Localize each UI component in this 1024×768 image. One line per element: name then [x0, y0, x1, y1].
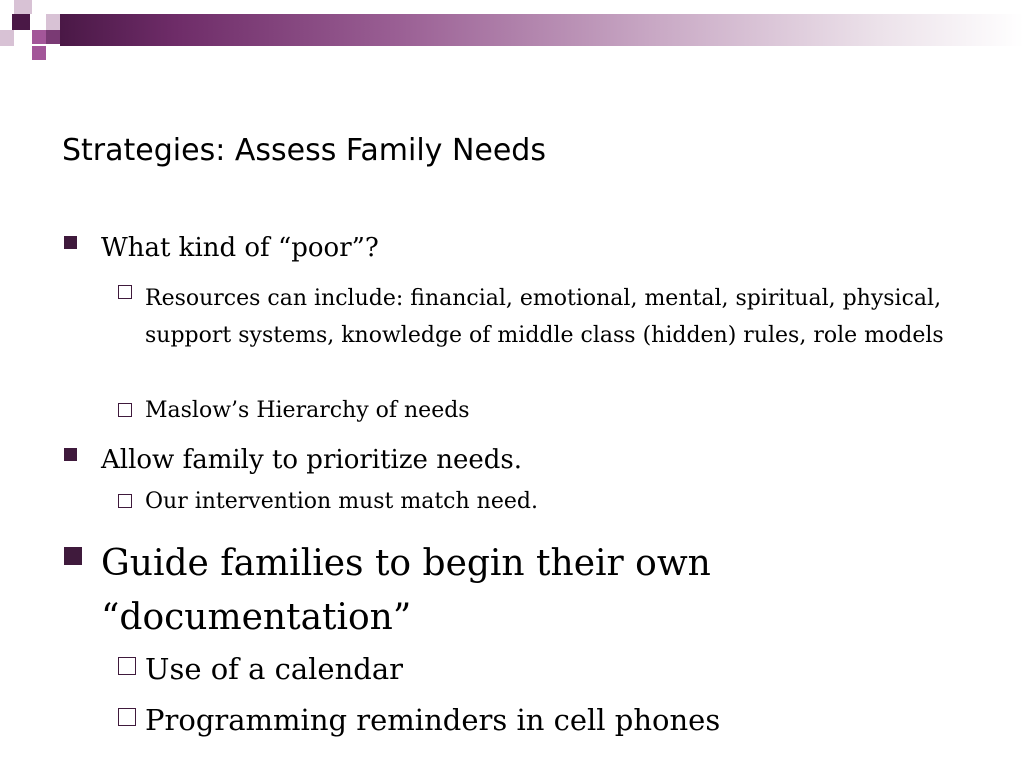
bullet-item-5: Our intervention must match need. — [145, 489, 538, 514]
bullet-item-8: Programming reminders in cell phones — [145, 703, 721, 737]
bullet-item-7: Use of a calendar — [145, 652, 403, 686]
bullet-item-6: Guide families to begin their own “documentation” — [101, 543, 711, 638]
bullet-item-1: What kind of “poor”? — [101, 233, 379, 263]
square-bullet-icon — [64, 448, 77, 461]
bullet-item-2: Resources can include: financial, emotional, mental, spiritual, physical, support systems, knowledge of middle class (hidden) rules, role models — [145, 286, 944, 348]
slide-title: Strategies: Assess Family Needs — [62, 133, 546, 168]
hollow-square-bullet-icon — [118, 657, 136, 675]
hollow-square-bullet-icon — [118, 285, 132, 299]
bullet-item-3: Maslow’s Hierarchy of needs — [145, 398, 470, 423]
hollow-square-bullet-icon — [118, 403, 132, 417]
bullet-item-4: Allow family to prioritize needs. — [101, 445, 522, 475]
hollow-square-bullet-icon — [118, 494, 132, 508]
hollow-square-bullet-icon — [118, 708, 136, 726]
square-bullet-icon — [64, 236, 77, 249]
square-bullet-icon — [64, 547, 82, 565]
